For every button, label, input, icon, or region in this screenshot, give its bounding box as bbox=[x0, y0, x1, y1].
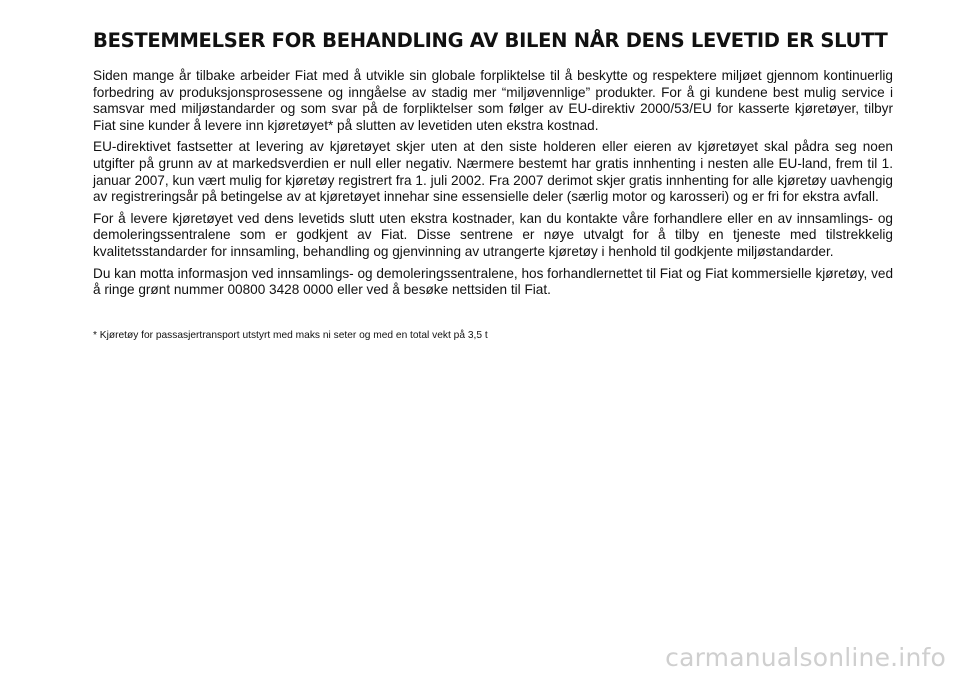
footnote: * Kjøretøy for passasjertransport utstyrt med maks ni seter og med en total vekt på 3,5 t bbox=[93, 330, 488, 341]
document-body bbox=[93, 28, 893, 304]
paragraph-eu-directive: EU-direktivet fastsetter at levering av kjøretøyet skjer uten at den siste holderen eller eieren av kjøretøyet skal pådra seg noen utgifter på grunn av at markedsverdien er null eller negativ. Nærmere bestemt har gratis innhenting i nesten alle EU-land, frem til 1. januar 2007, kun vært mulig for kjøretøy registrert fra 1. juli 2002. Fra 2007 derimot skjer gratis innhenting for alle kjøretøy uavhengig av registreringsår på betingelse av at kjøretøyet innehar sine essensielle deler (særlig motor og karosseri) og er fri for ekstra avfall. bbox=[93, 139, 893, 205]
page-title: BESTEMMELSER FOR BEHANDLING AV BILEN NÅR DENS LEVETID ER SLUTT bbox=[93, 29, 888, 52]
watermark: carmanualsonline.info bbox=[665, 643, 946, 672]
paragraph-contact-info: Du kan motta informasjon ved innsamlings- og demoleringssentralene, hos forhandlernettet til Fiat og Fiat kommersielle kjøretøy, ved å ringe grønt nummer 00800 3428 0000 eller ved å besøke nettsiden til Fiat. bbox=[93, 265, 893, 298]
paragraph-intro: Siden mange år tilbake arbeider Fiat med å utvikle sin globale forpliktelse til å beskytte og respektere miljøet gjennom kontinuerlig forbedring av produksjonsprosessene og inngåelse av stadig mer “miljøvennlige” produkter. For å gi kundene best mulig service i samsvar med miljøstandarder og som svar på de forpliktelser som følger av EU-direktiv 2000/53/EU for kasserte kjøretøyer, tilbyr Fiat sine kunder å levere inn kjøretøyet* på slutten av levetiden uten ekstra kostnad. bbox=[93, 68, 893, 133]
paragraph-delivery: For å levere kjøretøyet ved dens levetids slutt uten ekstra kostnader, kan du kontakte våre forhandlere eller en av innsamlings- og demoleringssentralene som er godkjent av Fiat. Disse sentrene er nøye utvalgt for å tilby en tjeneste med tilstrekkelig kvalitetsstandarder for innsamling, behandling og gjenvinning av utrangerte kjøretøy i henhold til godkjente miljøstandarder. bbox=[93, 210, 893, 259]
